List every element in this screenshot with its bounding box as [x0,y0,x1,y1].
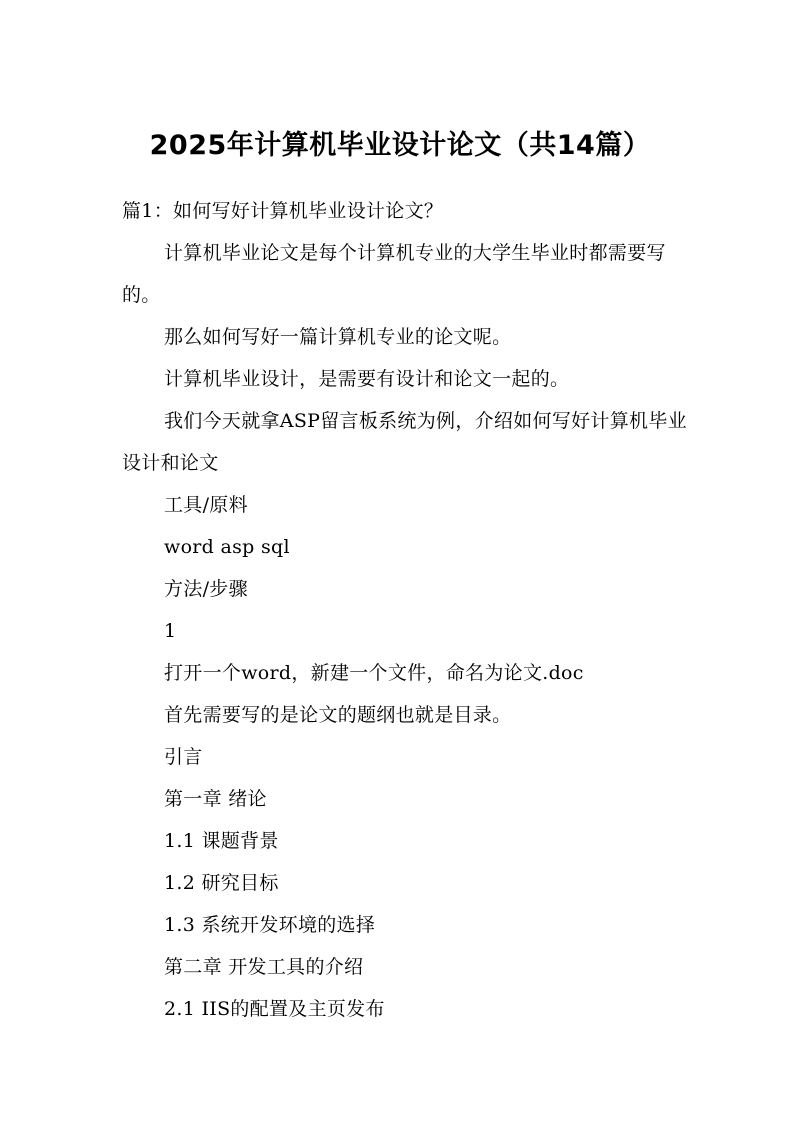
toc-entry: 1.2 研究目标 [164,872,279,894]
paragraph: 首先需要写的是论文的题纲也就是目录。 [164,704,512,726]
toc-entry: 引言 [164,746,203,768]
paragraph: word asp sql [164,536,290,558]
document-title: 2025年计算机毕业设计论文（共14篇） [149,130,651,161]
toc-entry: 1.1 课题背景 [164,830,279,852]
paragraph: 计算机毕业设计，是需要有设计和论文一起的。 [164,368,570,390]
paragraph: 计算机毕业论文是每个计算机专业的大学生毕业时都需要写的。 [122,242,666,306]
paragraph: 打开一个word，新建一个文件，命名为论文.doc [164,662,584,684]
paragraph: 1 [164,620,177,642]
paragraph: 那么如何写好一篇计算机专业的论文呢。 [164,326,512,348]
section-heading: 篇1：如何写好计算机毕业设计论文？ [122,200,444,222]
toc-entry: 2.1 IIS的配置及主页发布 [164,998,385,1020]
toc-entry: 第二章 开发工具的介绍 [164,956,364,978]
toc-entry: 1.3 系统开发环境的选择 [164,914,376,936]
toc-entry: 第一章 绪论 [164,788,267,810]
document-body [122,190,688,1030]
paragraph: 方法/步骤 [164,578,248,600]
paragraph: 我们今天就拿ASP留言板系统为例，介绍如何写好计算机毕业设计和论文 [122,410,687,474]
paragraph: 工具/原料 [164,494,248,516]
